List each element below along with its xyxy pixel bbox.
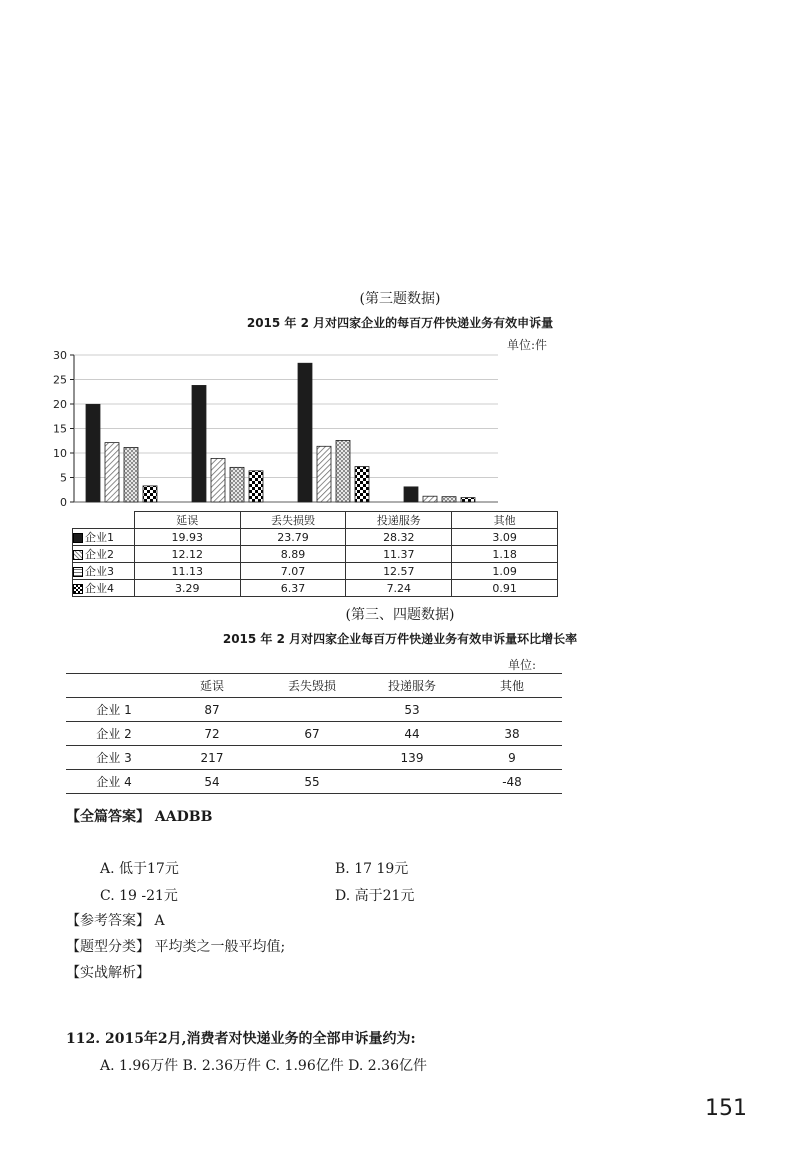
category-label: 其他 bbox=[462, 674, 562, 698]
table-cell: -48 bbox=[462, 770, 562, 794]
chart1-bar-chart bbox=[53, 349, 580, 517]
bar-企业4-投递服务 bbox=[355, 467, 369, 502]
table-row bbox=[66, 698, 562, 722]
table-cell: 9 bbox=[462, 746, 562, 770]
legend-swatch bbox=[73, 584, 83, 594]
bar-企业2-投递服务 bbox=[317, 446, 331, 502]
bar-企业2-延误 bbox=[105, 443, 119, 502]
bar-企业1-其他 bbox=[404, 487, 418, 502]
table-cell: 7.07 bbox=[240, 563, 346, 580]
table-cell: 0.91 bbox=[452, 580, 558, 597]
table-cell: 55 bbox=[262, 770, 362, 794]
table-cell: 53 bbox=[362, 698, 462, 722]
table-cell: 38 bbox=[462, 722, 562, 746]
chart1-unit: 单位:件 bbox=[507, 338, 548, 352]
table-cell: 3.29 bbox=[134, 580, 240, 597]
table-cell: 139 bbox=[362, 746, 462, 770]
legend-label: 企业3 bbox=[85, 565, 114, 578]
table-cell bbox=[262, 698, 362, 722]
chart2-unit: 单位: bbox=[508, 658, 537, 672]
table-cell: 87 bbox=[162, 698, 262, 722]
legend-label: 企业2 bbox=[85, 548, 114, 561]
bar-企业3-投递服务 bbox=[336, 440, 350, 502]
chart2-title: 2015 年 2 月对四家企业每百万件快递业务有效申诉量环比增长率 bbox=[222, 632, 578, 646]
table-cell: 28.32 bbox=[346, 529, 452, 546]
q111-option-c: C. 19 -21元 bbox=[100, 888, 178, 904]
category-label: 其他 bbox=[452, 512, 558, 529]
q112-stem: 112. 2015年2月,消费者对快递业务的全部申诉量约为: bbox=[66, 1031, 416, 1047]
growth-rate-table bbox=[66, 673, 562, 794]
table-row bbox=[66, 770, 562, 794]
row-label: 企业 4 bbox=[66, 770, 162, 794]
chart1-caption: (第三题数据) bbox=[359, 291, 441, 307]
bar-企业4-延误 bbox=[143, 486, 157, 502]
table-cell: 44 bbox=[362, 722, 462, 746]
row-label: 企业 1 bbox=[66, 698, 162, 722]
q111-type: 【题型分类】 平均类之一般平均值; bbox=[66, 939, 286, 955]
y-tick-label: 5 bbox=[60, 471, 67, 485]
category-label: 延误 bbox=[162, 674, 262, 698]
row-label: 企业 3 bbox=[66, 746, 162, 770]
bar-企业3-延误 bbox=[124, 447, 138, 502]
y-tick-label: 15 bbox=[53, 422, 67, 436]
q111-option-b: B. 17 19元 bbox=[335, 861, 409, 877]
bar-企业1-投递服务 bbox=[298, 363, 312, 502]
table-header-row bbox=[73, 512, 558, 529]
y-tick-label: 30 bbox=[53, 349, 67, 362]
table-cell: 11.37 bbox=[346, 546, 452, 563]
table-cell: 72 bbox=[162, 722, 262, 746]
table-cell: 67 bbox=[262, 722, 362, 746]
legend-swatch bbox=[73, 567, 83, 577]
table-row bbox=[73, 563, 558, 580]
y-tick-label: 10 bbox=[53, 447, 67, 460]
q112-options: A. 1.96万件 B. 2.36万件 C. 1.96亿件 D. 2.36亿件 bbox=[100, 1058, 427, 1074]
table-header-row bbox=[66, 674, 562, 698]
legend-label: 企业4 bbox=[85, 582, 114, 595]
bar-企业2-丢失损毁 bbox=[211, 458, 225, 502]
table-cell: 8.89 bbox=[240, 546, 346, 563]
table-cell: 12.12 bbox=[134, 546, 240, 563]
category-label: 丢失毁损 bbox=[262, 674, 362, 698]
bar-企业4-其他 bbox=[461, 498, 475, 502]
table-row bbox=[66, 746, 562, 770]
chart2-caption: (第三、四题数据) bbox=[345, 607, 455, 623]
table-row bbox=[73, 580, 558, 597]
q111-option-a: A. 低于17元 bbox=[100, 861, 179, 877]
bar-企业3-其他 bbox=[442, 497, 456, 502]
table-row bbox=[73, 529, 558, 546]
q111-answer: 【参考答案】 A bbox=[66, 913, 165, 929]
bar-企业4-丢失损毁 bbox=[249, 471, 263, 502]
category-label: 投递服务 bbox=[346, 512, 452, 529]
y-tick-label: 25 bbox=[53, 373, 67, 387]
q111-analysis-label: 【实战解析】 bbox=[66, 965, 150, 981]
table-cell bbox=[262, 746, 362, 770]
chart1-data-table bbox=[72, 511, 558, 597]
table-cell: 54 bbox=[162, 770, 262, 794]
table-cell bbox=[462, 698, 562, 722]
bar-企业1-丢失损毁 bbox=[192, 385, 206, 502]
legend-swatch bbox=[73, 550, 83, 560]
table-cell: 23.79 bbox=[240, 529, 346, 546]
table-row bbox=[73, 546, 558, 563]
y-tick-label: 20 bbox=[53, 398, 67, 411]
table-cell: 217 bbox=[162, 746, 262, 770]
table-cell bbox=[362, 770, 462, 794]
bar-企业2-其他 bbox=[423, 496, 437, 502]
table-cell: 1.09 bbox=[452, 563, 558, 580]
table-cell: 12.57 bbox=[346, 563, 452, 580]
category-label: 投递服务 bbox=[362, 674, 462, 698]
bar-企业1-延误 bbox=[86, 404, 100, 502]
table-cell: 1.18 bbox=[452, 546, 558, 563]
category-label: 丢失损毁 bbox=[240, 512, 346, 529]
legend-label: 企业1 bbox=[85, 531, 114, 544]
category-label: 延误 bbox=[134, 512, 240, 529]
table-cell: 3.09 bbox=[452, 529, 558, 546]
table-cell: 6.37 bbox=[240, 580, 346, 597]
table-cell: 19.93 bbox=[134, 529, 240, 546]
bar-企业3-丢失损毁 bbox=[230, 467, 244, 502]
answer-summary: 【全篇答案】 AADBB bbox=[66, 809, 213, 825]
table-cell: 11.13 bbox=[134, 563, 240, 580]
row-label: 企业 2 bbox=[66, 722, 162, 746]
y-tick-label: 0 bbox=[60, 496, 67, 509]
legend-swatch bbox=[73, 533, 83, 543]
chart1-title: 2015 年 2 月对四家企业的每百万件快递业务有效申诉量 bbox=[246, 316, 554, 330]
table-cell: 7.24 bbox=[346, 580, 452, 597]
page-number: 151 bbox=[705, 1096, 747, 1121]
table-row bbox=[66, 722, 562, 746]
q111-option-d: D. 高于21元 bbox=[335, 888, 415, 904]
